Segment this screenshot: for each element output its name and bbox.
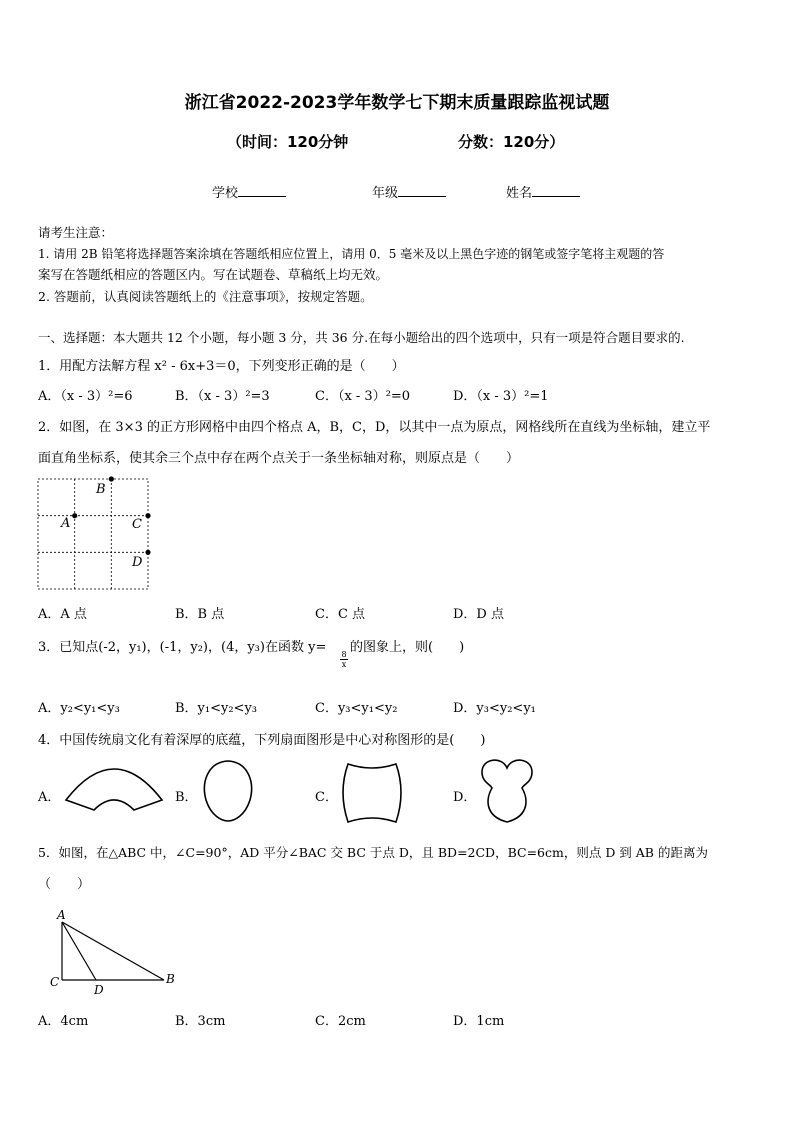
notice-line-1: 1. 请用 2B 铅笔将选择题答案涂填在答题纸相应位置上，请用 0．5 毫米及以上黑色字迹的钢笔或签字笔将主观题的答 (38, 247, 665, 261)
q1-stem: 1．用配方法解方程 x² - 6x+3＝0，下列变形正确的是（ ） (38, 359, 405, 374)
grade-blank (398, 184, 446, 197)
q3-option-d[interactable]: D．y₃<y₂<y₁ (453, 701, 536, 716)
q3-option-c[interactable]: C．y₃<y₁<y₂ (315, 701, 398, 716)
q5-triangle-figure (46, 906, 186, 998)
q2-line-1: 2．如图，在 3×3 的正方形网格中由四个格点 A，B，C，D，以其中一点为原点，网格线所在直线为坐标轴，建立平 (38, 420, 711, 435)
q3-option-a[interactable]: A．y₂<y₁<y₃ (38, 701, 120, 716)
label-a: A (57, 908, 66, 922)
grade-field[interactable] (372, 182, 446, 201)
q2-option-d[interactable]: D．D 点 (453, 607, 504, 622)
q1-option-b[interactable]: B．（x - 3）²=3 (175, 389, 270, 404)
q4-fan-shape-d (478, 758, 536, 824)
exam-time: （时间：120分钟 (227, 133, 349, 151)
q4-option-c[interactable]: C． (315, 790, 338, 805)
q1-option-a[interactable]: A．（x - 3）²=6 (38, 389, 133, 404)
name-field[interactable] (506, 182, 580, 201)
exam-score: 分数：120分） (458, 133, 565, 151)
q2-line-2: 面直角坐标系，使其余三个点中存在两个点关于一条坐标轴对称，则原点是（ ） (38, 451, 520, 466)
q5-option-a[interactable]: A．4cm (38, 1014, 89, 1029)
q5-line-1: 5．如图，在△ABC 中，∠C=90°，AD 平分∠BAC 交 BC 于点 D，且 BD=2CD，BC=6cm，则点 D 到 AB 的距离为 (38, 845, 708, 860)
point-b (109, 476, 114, 481)
q3-frac-den: x (341, 660, 347, 669)
q2-option-a[interactable]: A．A 点 (38, 607, 87, 622)
point-d (145, 550, 150, 555)
label-c: C (50, 975, 60, 989)
q3-tail: 的图象上，则( ) (350, 640, 465, 655)
q4-fan-shape-b (200, 758, 256, 824)
q5-option-d[interactable]: D．1cm (453, 1014, 505, 1029)
notice-heading: 请考生注意： (38, 225, 114, 240)
name-blank (532, 184, 580, 197)
point-c (145, 513, 150, 518)
q4-stem: 4．中国传统扇文化有着深厚的底蕴，下列扇面图形是中心对称图形的是( ) (38, 733, 486, 748)
q2-grid-figure (36, 476, 156, 592)
school-field[interactable] (212, 182, 286, 201)
label-a: A (61, 516, 71, 531)
q1-option-c[interactable]: C．（x - 3）²=0 (315, 389, 411, 404)
section-heading: 一、选择题：本大题共 12 个小题，每小题 3 分，共 36 分.在每小题给出的四个选项中，只有一项是符合题目要求的. (38, 330, 685, 345)
q4-option-a[interactable]: A． (38, 790, 61, 805)
q3-option-b[interactable]: B．y₁<y₂<y₃ (175, 701, 258, 716)
label-b: B (166, 972, 175, 986)
q5-option-c[interactable]: C．2cm (315, 1014, 366, 1029)
q4-option-b[interactable]: B． (175, 790, 198, 805)
notice-line-2: 案写在答题纸相应的答题区内。写在试题卷、草稿纸上均无效。 (38, 267, 389, 282)
q2-option-c[interactable]: C．C 点 (315, 607, 366, 622)
q3-frac-num: 8 (341, 650, 347, 659)
school-label: 学校 (212, 186, 239, 201)
label-c: C (132, 517, 142, 532)
q4-option-d[interactable]: D． (453, 790, 477, 805)
notice-line-3: 2. 答题前，认真阅读答题纸上的《注意事项》，按规定答题。 (38, 289, 373, 304)
q3-stem: 3．已知点(-2，y₁)，(-1，y₂)，(4，y₃)在函数 y= (38, 640, 327, 655)
q4-fan-shape-a (62, 760, 167, 812)
q5-option-b[interactable]: B．3cm (175, 1014, 226, 1029)
q2-option-b[interactable]: B．B 点 (175, 607, 225, 622)
school-blank (238, 184, 286, 197)
grade-label: 年级 (372, 186, 399, 201)
q4-fan-shape-c (340, 760, 404, 826)
q5-line-2: （ ） (38, 877, 91, 892)
q3-fraction (340, 650, 348, 669)
label-d: D (132, 555, 143, 570)
label-d: D (94, 983, 104, 997)
point-a (72, 513, 77, 518)
page-title: 浙江省2022-2023学年数学七下期末质量跟踪监视试题 (184, 93, 610, 113)
q1-option-d[interactable]: D．（x - 3）²=1 (453, 389, 549, 404)
name-label: 姓名 (506, 186, 533, 201)
label-b: B (96, 482, 106, 497)
